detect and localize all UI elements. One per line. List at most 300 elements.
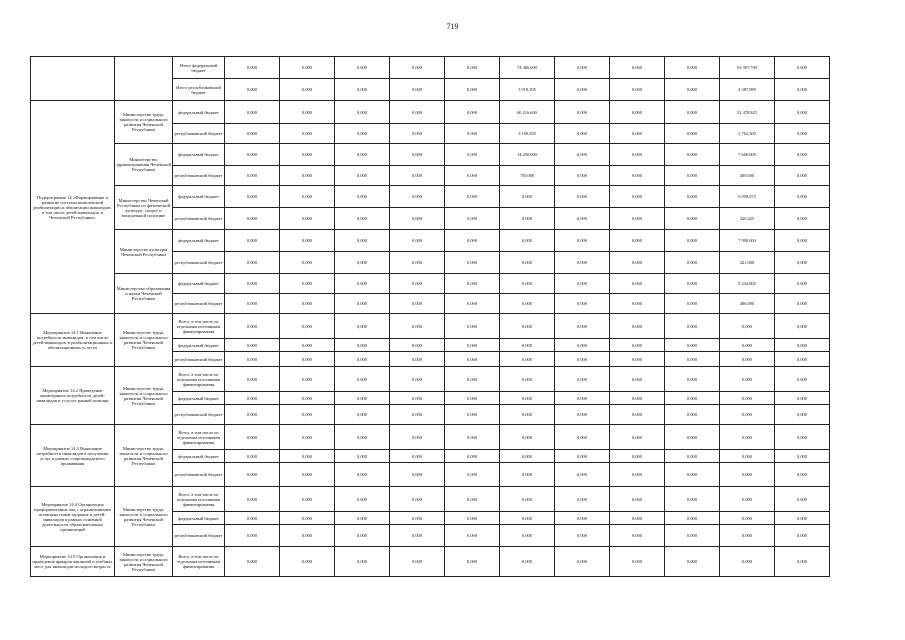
value-cell: 0,000 [775, 230, 830, 252]
value-cell: 0,000 [280, 463, 335, 487]
value-cell: 0,000 [225, 392, 280, 405]
value-cell: 0,000 [445, 294, 500, 314]
value-cell: 0,000 [610, 252, 665, 274]
value-cell: 0,000 [390, 166, 445, 186]
budget-table [30, 56, 830, 577]
table-row [31, 425, 830, 450]
value-cell: 0,000 [225, 57, 280, 79]
value-cell: 0,000 [335, 57, 390, 79]
value-cell: 0,000 [610, 487, 665, 512]
value-cell: 0,000 [445, 405, 500, 425]
value-cell: 0,000 [610, 525, 665, 547]
value-cell: 0,000 [775, 124, 830, 144]
value-cell: 0,000 [225, 450, 280, 463]
value-cell: 0,000 [775, 367, 830, 392]
value-cell: 60 216,600 [500, 101, 555, 124]
value-cell: 0,000 [555, 208, 610, 230]
funding-source-cell: федеральный бюджет [173, 230, 225, 252]
value-cell: 0,000 [225, 487, 280, 512]
value-cell: 0,000 [555, 252, 610, 274]
value-cell: 0,000 [445, 274, 500, 294]
value-cell: 0,000 [225, 405, 280, 425]
funding-source-cell: республиканский бюджет [173, 166, 225, 186]
value-cell: 0,000 [555, 352, 610, 367]
value-cell: 0,000 [610, 166, 665, 186]
value-cell: 0,000 [775, 425, 830, 450]
value-cell: 0,000 [390, 314, 445, 339]
value-cell: 0,000 [500, 274, 555, 294]
executor-cell: Министерство труда, занятости и социального развития Чеченской Республики [115, 547, 173, 577]
value-cell: 0,000 [555, 57, 610, 79]
value-cell: 0,000 [610, 186, 665, 208]
measure-cell: Мероприятие 14.3 Выявление потребности инвалидов в получении услуг в рамках сопровождаемого проживания [31, 425, 115, 487]
table-row [31, 274, 830, 294]
value-cell: 0,000 [445, 230, 500, 252]
value-cell: 0,000 [720, 450, 775, 463]
value-cell: 0,000 [280, 425, 335, 450]
value-cell: 0,000 [720, 487, 775, 512]
funding-source-cell: Итого федеральный бюджет [173, 57, 225, 79]
value-cell: 74 466,600 [500, 57, 555, 79]
value-cell: 0,000 [390, 294, 445, 314]
value-cell: 0,000 [720, 405, 775, 425]
funding-source-cell: федеральный бюджет [173, 101, 225, 124]
value-cell: 0,000 [445, 79, 500, 101]
value-cell: 63 397,700 [720, 57, 775, 79]
value-cell: 0,000 [610, 230, 665, 252]
value-cell: 0,000 [665, 144, 720, 166]
executor-cell: Министерство образования и науки Чеченской Республики [115, 274, 173, 314]
value-cell: 0,000 [555, 294, 610, 314]
value-cell: 0,000 [500, 294, 555, 314]
value-cell: 0,000 [335, 392, 390, 405]
funding-source-cell: республиканский бюджет [173, 252, 225, 274]
value-cell: 0,000 [775, 463, 830, 487]
value-cell: 0,000 [775, 487, 830, 512]
value-cell: 0,000 [335, 525, 390, 547]
value-cell: 0,000 [720, 339, 775, 352]
value-cell: 0,000 [665, 512, 720, 525]
value-cell: 0,000 [665, 487, 720, 512]
value-cell: 0,000 [665, 339, 720, 352]
value-cell: 0,000 [775, 294, 830, 314]
value-cell: 0,000 [445, 512, 500, 525]
program-cell [31, 57, 115, 101]
value-cell: 0,000 [665, 252, 720, 274]
value-cell: 0,000 [720, 352, 775, 367]
value-cell: 0,000 [280, 450, 335, 463]
value-cell: 0,000 [280, 208, 335, 230]
executor-cell [115, 57, 173, 101]
value-cell: 0,000 [500, 208, 555, 230]
value-cell: 0,000 [775, 144, 830, 166]
value-cell: 0,000 [225, 314, 280, 339]
value-cell: 0,000 [390, 274, 445, 294]
value-cell: 0,000 [775, 166, 830, 186]
table-row [31, 101, 830, 124]
value-cell: 0,000 [445, 186, 500, 208]
value-cell: 0,000 [225, 339, 280, 352]
funding-source-cell: республиканский бюджет [173, 525, 225, 547]
value-cell: 0,000 [390, 186, 445, 208]
value-cell: 0,000 [775, 252, 830, 274]
value-cell: 0,000 [445, 425, 500, 450]
value-cell: 0,000 [390, 252, 445, 274]
value-cell: 0,000 [610, 392, 665, 405]
funding-source-cell: Всего, в том числе по отдельным источникам финансирования [173, 425, 225, 450]
value-cell: 0,000 [335, 463, 390, 487]
value-cell: 0,000 [225, 367, 280, 392]
value-cell: 0,000 [225, 352, 280, 367]
value-cell: 0,000 [610, 450, 665, 463]
value-cell: 0,000 [335, 274, 390, 294]
value-cell: 0,000 [445, 144, 500, 166]
executor-cell: Министерство труда, занятости и социального развития Чеченской Республики [115, 367, 173, 425]
value-cell: 0,000 [665, 525, 720, 547]
value-cell: 0,000 [225, 208, 280, 230]
table-row [31, 547, 830, 577]
value-cell: 0,000 [445, 101, 500, 124]
value-cell: 0,000 [225, 274, 280, 294]
value-cell: 0,000 [335, 367, 390, 392]
value-cell: 0,000 [335, 166, 390, 186]
value-cell: 0,000 [390, 101, 445, 124]
value-cell: 0,000 [500, 314, 555, 339]
funding-source-cell: Всего, в том числе по отдельным источникам финансирования [173, 487, 225, 512]
funding-source-cell: Всего, в том числе по отдельным источникам финансирования [173, 367, 225, 392]
value-cell: 0,000 [555, 405, 610, 425]
value-cell: 0,000 [445, 252, 500, 274]
value-cell: 0,000 [335, 252, 390, 274]
value-cell: 0,000 [225, 463, 280, 487]
value-cell: 0,000 [280, 230, 335, 252]
value-cell: 0,000 [225, 425, 280, 450]
value-cell: 400,000 [720, 166, 775, 186]
value-cell: 0,000 [775, 339, 830, 352]
value-cell: 0,000 [390, 339, 445, 352]
value-cell: 9 234,000 [720, 274, 775, 294]
value-cell: 0,000 [335, 487, 390, 512]
value-cell: 0,000 [335, 405, 390, 425]
value-cell: 0,000 [665, 208, 720, 230]
value-cell: 0,000 [390, 57, 445, 79]
value-cell: 0,000 [390, 450, 445, 463]
value-cell: 0,000 [665, 274, 720, 294]
value-cell: 0,000 [555, 274, 610, 294]
value-cell: 6 058,075 [720, 186, 775, 208]
value-cell: 0,000 [775, 208, 830, 230]
funding-source-cell: федеральный бюджет [173, 392, 225, 405]
value-cell: 0,000 [665, 124, 720, 144]
value-cell: 0,000 [610, 339, 665, 352]
value-cell: 0,000 [555, 79, 610, 101]
value-cell: 0,000 [555, 487, 610, 512]
value-cell: 0,000 [500, 425, 555, 450]
value-cell: 0,000 [445, 487, 500, 512]
value-cell: 0,000 [665, 352, 720, 367]
table-row [31, 367, 830, 392]
value-cell: 0,000 [445, 314, 500, 339]
value-cell: 0,000 [445, 367, 500, 392]
value-cell: 0,000 [555, 144, 610, 166]
value-cell: 0,000 [500, 339, 555, 352]
value-cell: 0,000 [665, 79, 720, 101]
value-cell: 0,000 [665, 367, 720, 392]
value-cell: 0,000 [720, 425, 775, 450]
value-cell: 0,000 [280, 525, 335, 547]
value-cell: 0,000 [720, 367, 775, 392]
value-cell: 0,000 [775, 512, 830, 525]
value-cell: 0,000 [390, 392, 445, 405]
executor-cell: Министерство Чеченской Республики по физической культуре, спорту и молодежной политике [115, 186, 173, 230]
value-cell: 0,000 [610, 314, 665, 339]
value-cell: 0,000 [665, 425, 720, 450]
value-cell: 0,000 [280, 274, 335, 294]
value-cell: 0,000 [390, 405, 445, 425]
value-cell: 0,000 [335, 208, 390, 230]
value-cell: 0,000 [555, 124, 610, 144]
value-cell: 0,000 [280, 512, 335, 525]
value-cell: 0,000 [280, 252, 335, 274]
table-row [31, 57, 830, 79]
value-cell: 0,000 [390, 124, 445, 144]
value-cell: 0,000 [775, 525, 830, 547]
value-cell: 0,000 [500, 450, 555, 463]
value-cell: 0,000 [610, 425, 665, 450]
value-cell: 0,000 [500, 367, 555, 392]
table-row [31, 230, 830, 252]
value-cell: 0,000 [665, 57, 720, 79]
table-row [31, 487, 830, 512]
value-cell: 0,000 [390, 512, 445, 525]
value-cell: 0,000 [610, 57, 665, 79]
value-cell: 0,000 [610, 294, 665, 314]
value-cell: 0,000 [500, 186, 555, 208]
value-cell: 0,000 [390, 425, 445, 450]
value-cell: 0,000 [555, 314, 610, 339]
value-cell: 0,000 [555, 463, 610, 487]
value-cell: 7 660,000 [720, 144, 775, 166]
value-cell: 0,000 [445, 525, 500, 547]
value-cell: 0,000 [445, 352, 500, 367]
value-cell: 0,000 [390, 352, 445, 367]
value-cell: 0,000 [610, 274, 665, 294]
value-cell: 0,000 [280, 101, 335, 124]
table-row [31, 144, 830, 166]
value-cell: 0,000 [555, 425, 610, 450]
value-cell: 0,000 [390, 487, 445, 512]
value-cell: 0,000 [610, 124, 665, 144]
value-cell: 0,000 [280, 339, 335, 352]
value-cell: 750,000 [500, 166, 555, 186]
value-cell: 0,000 [225, 124, 280, 144]
value-cell: 0,000 [390, 208, 445, 230]
value-cell: 0,000 [280, 547, 335, 577]
value-cell: 0,000 [665, 230, 720, 252]
value-cell: 0,000 [280, 144, 335, 166]
value-cell: 0,000 [445, 124, 500, 144]
value-cell: 0,000 [665, 463, 720, 487]
value-cell: 0,000 [500, 525, 555, 547]
value-cell: 0,000 [555, 547, 610, 577]
value-cell: 0,000 [225, 512, 280, 525]
value-cell: 0,000 [335, 101, 390, 124]
funding-source-cell: федеральный бюджет [173, 186, 225, 208]
value-cell: 0,000 [500, 352, 555, 367]
value-cell: 0,000 [665, 392, 720, 405]
value-cell: 0,000 [775, 405, 830, 425]
value-cell: 0,000 [280, 352, 335, 367]
funding-source-cell: Итого республиканский бюджет [173, 79, 225, 101]
executor-cell: Министерство труда, занятости и социального развития Чеченской Республики [115, 101, 173, 144]
value-cell: 0,000 [500, 405, 555, 425]
value-cell: 0,000 [775, 314, 830, 339]
value-cell: 0,000 [335, 512, 390, 525]
value-cell: 0,000 [335, 425, 390, 450]
value-cell: 0,000 [445, 392, 500, 405]
value-cell: 0,000 [555, 230, 610, 252]
value-cell: 0,000 [665, 166, 720, 186]
value-cell: 0,000 [335, 230, 390, 252]
value-cell: 320,425 [720, 208, 775, 230]
value-cell: 0,000 [720, 512, 775, 525]
value-cell: 0,000 [610, 144, 665, 166]
value-cell: 0,000 [280, 487, 335, 512]
value-cell: 0,000 [555, 450, 610, 463]
value-cell: 0,000 [720, 392, 775, 405]
funding-source-cell: республиканский бюджет [173, 208, 225, 230]
value-cell: 0,000 [335, 547, 390, 577]
value-cell: 0,000 [665, 547, 720, 577]
value-cell: 0,000 [280, 57, 335, 79]
measure-cell: Мероприятие 14.5 Организация и проведение ярмарок вакансий и учебных мест для инвалидов молодого возраста [31, 547, 115, 577]
value-cell: 0,000 [445, 463, 500, 487]
measure-cell: Мероприятие 14.2 Проведение мониторинга потребности детей-инвалидов в услугах ранней помощи [31, 367, 115, 425]
value-cell: 0,000 [280, 367, 335, 392]
value-cell: 0,000 [445, 450, 500, 463]
funding-source-cell: республиканский бюджет [173, 124, 225, 144]
value-cell: 0,000 [280, 166, 335, 186]
value-cell: 0,000 [500, 463, 555, 487]
value-cell: 0,000 [280, 314, 335, 339]
value-cell: 0,000 [225, 294, 280, 314]
executor-cell: Министерство труда, занятости и социального развития Чеченской Республики [115, 487, 173, 547]
value-cell: 0,000 [775, 57, 830, 79]
executor-cell: Министерство труда, занятости и социального развития Чеченской Республики [115, 425, 173, 487]
value-cell: 0,000 [610, 352, 665, 367]
value-cell: 0,000 [775, 352, 830, 367]
value-cell: 0,000 [445, 339, 500, 352]
value-cell: 0,000 [335, 79, 390, 101]
funding-source-cell: республиканский бюджет [173, 405, 225, 425]
value-cell: 0,000 [500, 547, 555, 577]
value-cell: 0,000 [610, 547, 665, 577]
value-cell: 0,000 [555, 166, 610, 186]
value-cell: 0,000 [610, 463, 665, 487]
value-cell: 0,000 [610, 405, 665, 425]
value-cell: 0,000 [225, 144, 280, 166]
value-cell: 0,000 [775, 392, 830, 405]
value-cell: 0,000 [555, 392, 610, 405]
value-cell: 0,000 [555, 339, 610, 352]
value-cell: 0,000 [775, 547, 830, 577]
value-cell: 0,000 [390, 230, 445, 252]
value-cell: 0,000 [665, 314, 720, 339]
value-cell: 0,000 [720, 525, 775, 547]
value-cell: 0,000 [720, 314, 775, 339]
page-number: 719 [446, 22, 459, 31]
value-cell: 0,000 [775, 450, 830, 463]
value-cell: 7 990,000 [720, 230, 775, 252]
value-cell: 0,000 [390, 463, 445, 487]
value-cell: 0,000 [775, 186, 830, 208]
value-cell: 0,000 [555, 186, 610, 208]
value-cell: 0,000 [335, 294, 390, 314]
measure-cell: Мероприятие 14.1 Выявление потребности инвалидов, в том числе детей-инвалидов, в реабилитационных и абилитационных услугах [31, 314, 115, 367]
executor-cell: Министерство труда, занятости и социального развития Чеченской Республики [115, 314, 173, 367]
value-cell: 0,000 [280, 186, 335, 208]
value-cell: 0,000 [720, 547, 775, 577]
value-cell: 0,000 [445, 547, 500, 577]
value-cell: 0,000 [225, 186, 280, 208]
value-cell: 14 250,000 [500, 144, 555, 166]
value-cell: 0,000 [390, 367, 445, 392]
funding-source-cell: Всего, в том числе по отдельным источникам финансирования [173, 314, 225, 339]
value-cell: 0,000 [335, 186, 390, 208]
program-cell: Подпрограмма 14 «Формирование и развитие системы комплексной реабилитации и абилитации инвалидов, в том числе детей-инвалидов, в Чеченской Республике» [31, 101, 115, 314]
table-row [31, 314, 830, 339]
value-cell: 3 169,295 [500, 124, 555, 144]
executor-cell: Министерство здравоохранения Чеченской Республики [115, 144, 173, 186]
value-cell: 0,000 [390, 547, 445, 577]
value-cell: 0,000 [665, 450, 720, 463]
value-cell: 0,000 [500, 252, 555, 274]
funding-source-cell: республиканский бюджет [173, 352, 225, 367]
value-cell: 0,000 [225, 230, 280, 252]
value-cell: 0,000 [335, 144, 390, 166]
value-cell: 0,000 [225, 252, 280, 274]
value-cell: 0,000 [225, 79, 280, 101]
value-cell: 0,000 [390, 144, 445, 166]
value-cell: 0,000 [555, 367, 610, 392]
value-cell: 0,000 [280, 294, 335, 314]
executor-cell: Министерство культуры Чеченской Республики [115, 230, 173, 274]
value-cell: 0,000 [500, 512, 555, 525]
value-cell: 0,000 [610, 101, 665, 124]
value-cell: 0,000 [610, 208, 665, 230]
value-cell: 0,000 [665, 294, 720, 314]
value-cell: 0,000 [335, 314, 390, 339]
funding-source-cell: республиканский бюджет [173, 294, 225, 314]
value-cell: 52 478,825 [720, 101, 775, 124]
value-cell: 0,000 [445, 208, 500, 230]
value-cell: 0,000 [335, 339, 390, 352]
value-cell: 0,000 [610, 512, 665, 525]
funding-source-cell: федеральный бюджет [173, 450, 225, 463]
funding-source-cell: федеральный бюджет [173, 274, 225, 294]
value-cell: 0,000 [775, 101, 830, 124]
value-cell: 486,000 [720, 294, 775, 314]
funding-source-cell: федеральный бюджет [173, 512, 225, 525]
funding-source-cell: Всего, в том числе по отдельным источникам финансирования [173, 547, 225, 577]
funding-source-cell: республиканский бюджет [173, 463, 225, 487]
value-cell: 0,000 [280, 405, 335, 425]
funding-source-cell: федеральный бюджет [173, 144, 225, 166]
value-cell: 0,000 [775, 79, 830, 101]
value-cell: 0,000 [445, 57, 500, 79]
value-cell: 0,000 [555, 101, 610, 124]
value-cell: 0,000 [335, 124, 390, 144]
